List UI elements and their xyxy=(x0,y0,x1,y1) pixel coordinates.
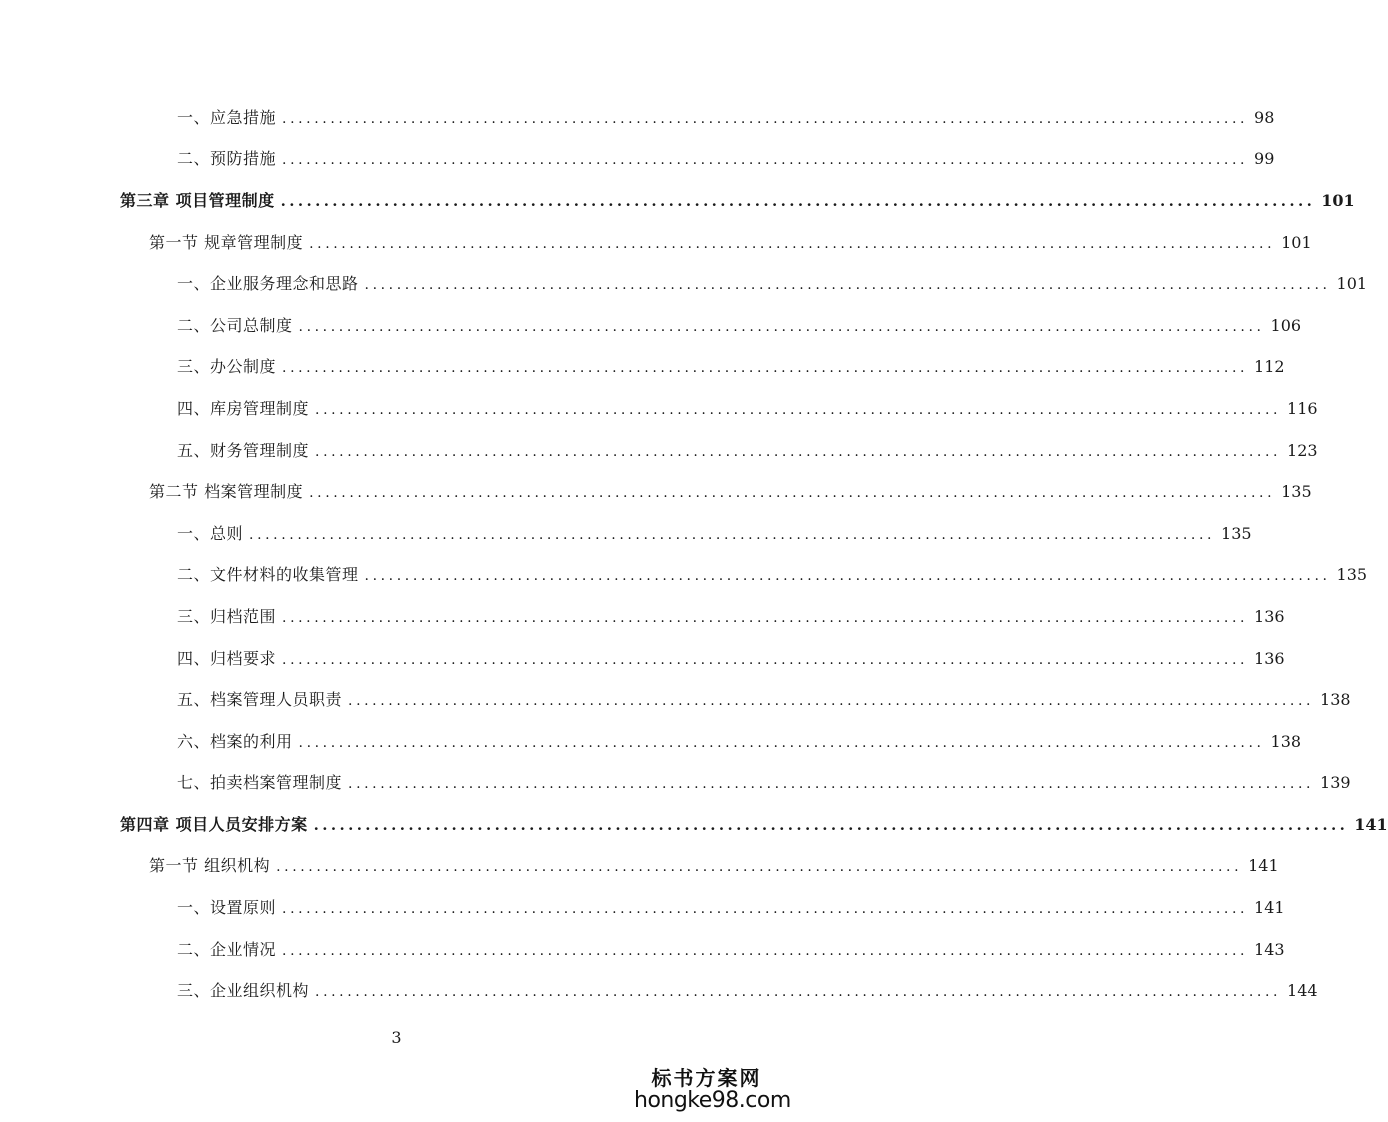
toc-dot-leader: ........................................................................................................................ xyxy=(282,901,1249,918)
toc-entry-item[interactable] xyxy=(0,513,1252,555)
toc-entry-title: 二、文件材料的收集管理 xyxy=(177,565,359,585)
toc-entry-title: 三、办公制度 xyxy=(177,357,277,377)
toc-entry-item[interactable] xyxy=(0,430,1318,472)
toc-entry-page: 116 xyxy=(1287,398,1318,418)
toc-entry-page: 98 xyxy=(1254,107,1275,127)
toc-dot-leader: ........................................................................................................................ xyxy=(315,984,1282,1001)
toc-entry-page: 138 xyxy=(1320,690,1351,710)
toc-entry-title: 五、财务管理制度 xyxy=(177,440,310,460)
toc-entry-page: 106 xyxy=(1270,315,1302,335)
toc-entry-page: 141 xyxy=(1354,814,1388,834)
toc-entry-page: 101 xyxy=(1281,232,1312,252)
toc-entry-page: 112 xyxy=(1254,357,1285,377)
toc-entry-page: 136 xyxy=(1254,606,1285,626)
toc-entry-item[interactable] xyxy=(0,638,1285,680)
table-of-contents xyxy=(0,97,1388,1012)
toc-entry-title: 二、公司总制度 xyxy=(177,315,293,335)
toc-entry-page: 99 xyxy=(1254,149,1275,169)
toc-dot-leader: ........................................................................................................................ xyxy=(282,651,1249,668)
toc-entry-title: 一、设置原则 xyxy=(177,898,277,918)
toc-dot-leader: ........................................................................................................................ xyxy=(364,277,1331,294)
toc-entry-title: 第二节 档案管理制度 xyxy=(149,482,304,502)
toc-entry-title: 第三章 项目管理制度 xyxy=(120,190,275,210)
toc-entry-item[interactable] xyxy=(0,305,1302,347)
toc-entry-chapter[interactable] xyxy=(0,804,1388,846)
toc-dot-leader: ........................................................................................................................ xyxy=(249,526,1216,543)
toc-entry-page: 123 xyxy=(1287,440,1318,460)
toc-entry-item[interactable] xyxy=(0,97,1275,139)
toc-dot-leader: ........................................................................................................................ xyxy=(315,443,1282,460)
toc-entry-item[interactable] xyxy=(0,596,1285,638)
toc-entry-page: 144 xyxy=(1287,981,1318,1001)
toc-entry-title: 二、预防措施 xyxy=(177,149,277,169)
toc-dot-leader: ........................................................................................................................ xyxy=(282,942,1249,959)
toc-entry-title: 三、归档范围 xyxy=(177,606,277,626)
toc-entry-page: 135 xyxy=(1281,482,1312,502)
page-number: 3 xyxy=(391,1028,402,1047)
toc-entry-page: 141 xyxy=(1254,898,1285,918)
toc-entry-item[interactable] xyxy=(0,555,1368,597)
toc-dot-leader: ........................................................................................................................ xyxy=(280,192,1316,211)
toc-entry-page: 136 xyxy=(1254,648,1285,668)
toc-dot-leader: ........................................................................................................................ xyxy=(282,609,1249,626)
toc-entry-title: 一、应急措施 xyxy=(177,107,277,127)
toc-entry-chapter[interactable] xyxy=(0,180,1355,222)
toc-entry-title: 第一节 规章管理制度 xyxy=(149,232,304,252)
toc-entry-section[interactable] xyxy=(0,846,1279,888)
toc-dot-leader: ........................................................................................................................ xyxy=(298,734,1265,751)
watermark-url: hongke98.com xyxy=(634,1087,791,1113)
toc-entry-page: 141 xyxy=(1248,856,1279,876)
watermark-logo xyxy=(634,1065,791,1113)
toc-entry-section[interactable] xyxy=(0,222,1312,264)
toc-dot-leader: ........................................................................................................................ xyxy=(282,360,1249,377)
toc-dot-leader: ........................................................................................................................ xyxy=(309,235,1276,252)
toc-entry-title: 六、档案的利用 xyxy=(177,731,293,751)
toc-entry-title: 第一节 组织机构 xyxy=(149,856,271,876)
toc-entry-item[interactable] xyxy=(0,763,1351,805)
toc-dot-leader: ........................................................................................................................ xyxy=(364,568,1331,585)
toc-entry-item[interactable] xyxy=(0,388,1318,430)
toc-entry-item[interactable] xyxy=(0,679,1351,721)
toc-entry-item[interactable] xyxy=(0,347,1285,389)
toc-entry-title: 一、总则 xyxy=(177,523,244,543)
toc-entry-page: 101 xyxy=(1336,274,1368,294)
toc-entry-title: 二、企业情况 xyxy=(177,939,277,959)
toc-entry-item[interactable] xyxy=(0,970,1318,1012)
toc-entry-title: 三、企业组织机构 xyxy=(177,981,310,1001)
toc-entry-page: 138 xyxy=(1270,731,1302,751)
toc-entry-item[interactable] xyxy=(0,721,1302,763)
toc-entry-title: 第四章 项目人员安排方案 xyxy=(120,814,308,834)
toc-entry-page: 135 xyxy=(1336,565,1368,585)
toc-entry-page: 135 xyxy=(1221,523,1252,543)
toc-dot-leader: ........................................................................................................................ xyxy=(313,816,1349,835)
toc-dot-leader: ........................................................................................................................ xyxy=(282,110,1249,127)
toc-entry-page: 139 xyxy=(1320,773,1351,793)
toc-dot-leader: ........................................................................................................................ xyxy=(276,859,1243,876)
toc-entry-title: 五、档案管理人员职责 xyxy=(177,690,343,710)
toc-entry-item[interactable] xyxy=(0,887,1285,929)
toc-entry-item[interactable] xyxy=(0,263,1368,305)
watermark-site-name: 标书方案网 xyxy=(651,1065,762,1090)
toc-entry-item[interactable] xyxy=(0,139,1275,181)
toc-dot-leader: ........................................................................................................................ xyxy=(282,152,1249,169)
toc-dot-leader: ........................................................................................................................ xyxy=(348,776,1315,793)
toc-dot-leader: ........................................................................................................................ xyxy=(348,693,1315,710)
toc-entry-item[interactable] xyxy=(0,929,1285,971)
toc-entry-title: 四、归档要求 xyxy=(177,648,277,668)
toc-dot-leader: ........................................................................................................................ xyxy=(298,318,1265,335)
toc-entry-title: 一、企业服务理念和思路 xyxy=(177,274,359,294)
toc-entry-title: 七、拍卖档案管理制度 xyxy=(177,773,343,793)
toc-entry-page: 143 xyxy=(1254,939,1285,959)
toc-dot-leader: ........................................................................................................................ xyxy=(315,401,1282,418)
toc-dot-leader: ........................................................................................................................ xyxy=(309,485,1276,502)
toc-entry-title: 四、库房管理制度 xyxy=(177,398,310,418)
toc-entry-page: 101 xyxy=(1321,190,1355,210)
toc-entry-section[interactable] xyxy=(0,471,1312,513)
